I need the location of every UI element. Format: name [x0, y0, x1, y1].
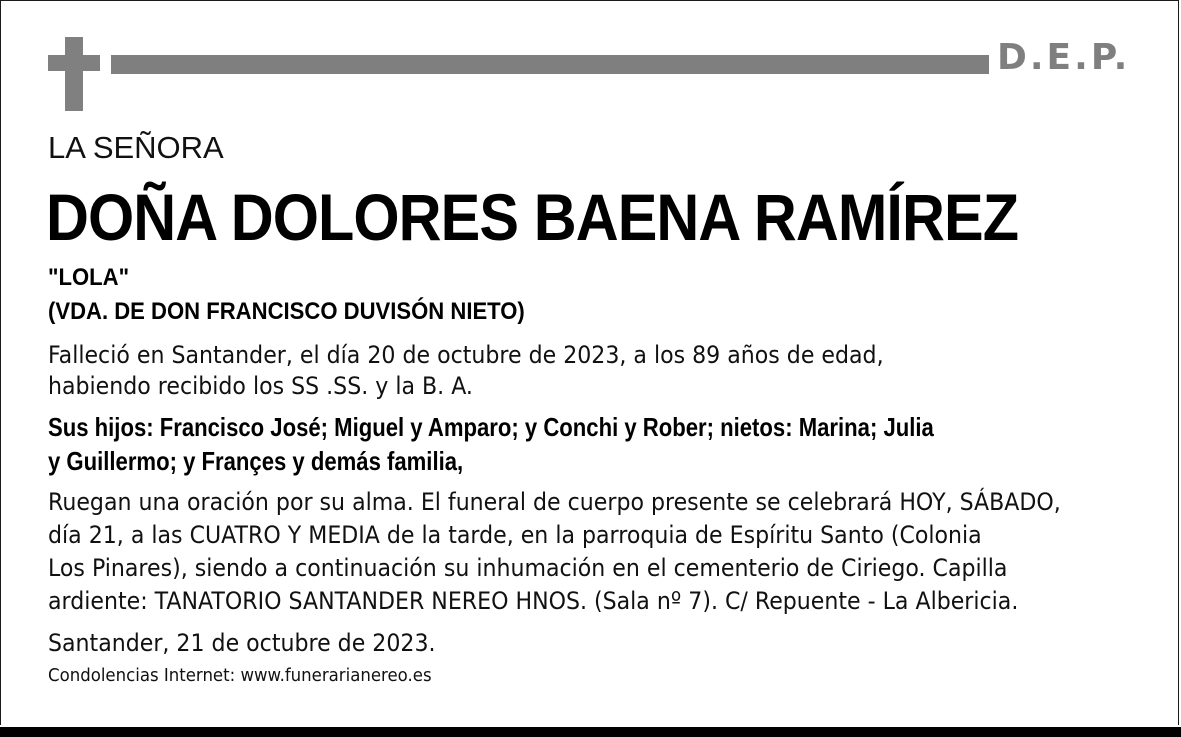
service-line-2: día 21, a las CUATRO Y MEDIA de la tarde, en la parroquia de Espíritu Santo (Colonia [48, 521, 982, 549]
place-date: Santander, 21 de octubre de 2023. [48, 629, 436, 657]
widow-of: (VDA. DE DON FRANCISCO DUVISÓN NIETO) [48, 298, 525, 325]
deceased-name: DOÑA DOLORES BAENA RAMÍREZ [46, 180, 1019, 254]
death-line-2: habiendo recibido los SS .SS. y la B. A. [48, 372, 473, 400]
service-line-4: ardiente: TANATORIO SANTANDER NEREO HNOS. (Sala nº 7). C/ Repuente - La Albericia. [48, 587, 1019, 615]
cross-icon [48, 37, 100, 111]
service-line-3: Los Pinares), siendo a continuación su inhumación en el cementerio de Ciriego. Capilla [48, 554, 1008, 582]
dep-label: D.E.P. [997, 37, 1131, 78]
service-line-1: Ruegan una oración por su alma. El funeral de cuerpo presente se celebrará HOY, SÁBADO, [48, 488, 1061, 516]
bottom-border [0, 727, 1181, 737]
nickname: "LOLA" [48, 264, 130, 291]
honorific-subtitle: LA SEÑORA [48, 130, 224, 165]
condolences-line: Condolencias Internet: www.funerarianereo.es [48, 665, 432, 686]
family-line-1: Sus hijos: Francisco José; Miguel y Amparo; y Conchi y Rober; nietos: Marina; Julia [48, 412, 934, 442]
death-line-1: Falleció en Santander, el día 20 de octubre de 2023, a los 89 años de edad, [48, 341, 884, 369]
family-line-2: y Guillermo; y Françes y demás familia, [48, 446, 464, 476]
header-rule [111, 55, 989, 74]
